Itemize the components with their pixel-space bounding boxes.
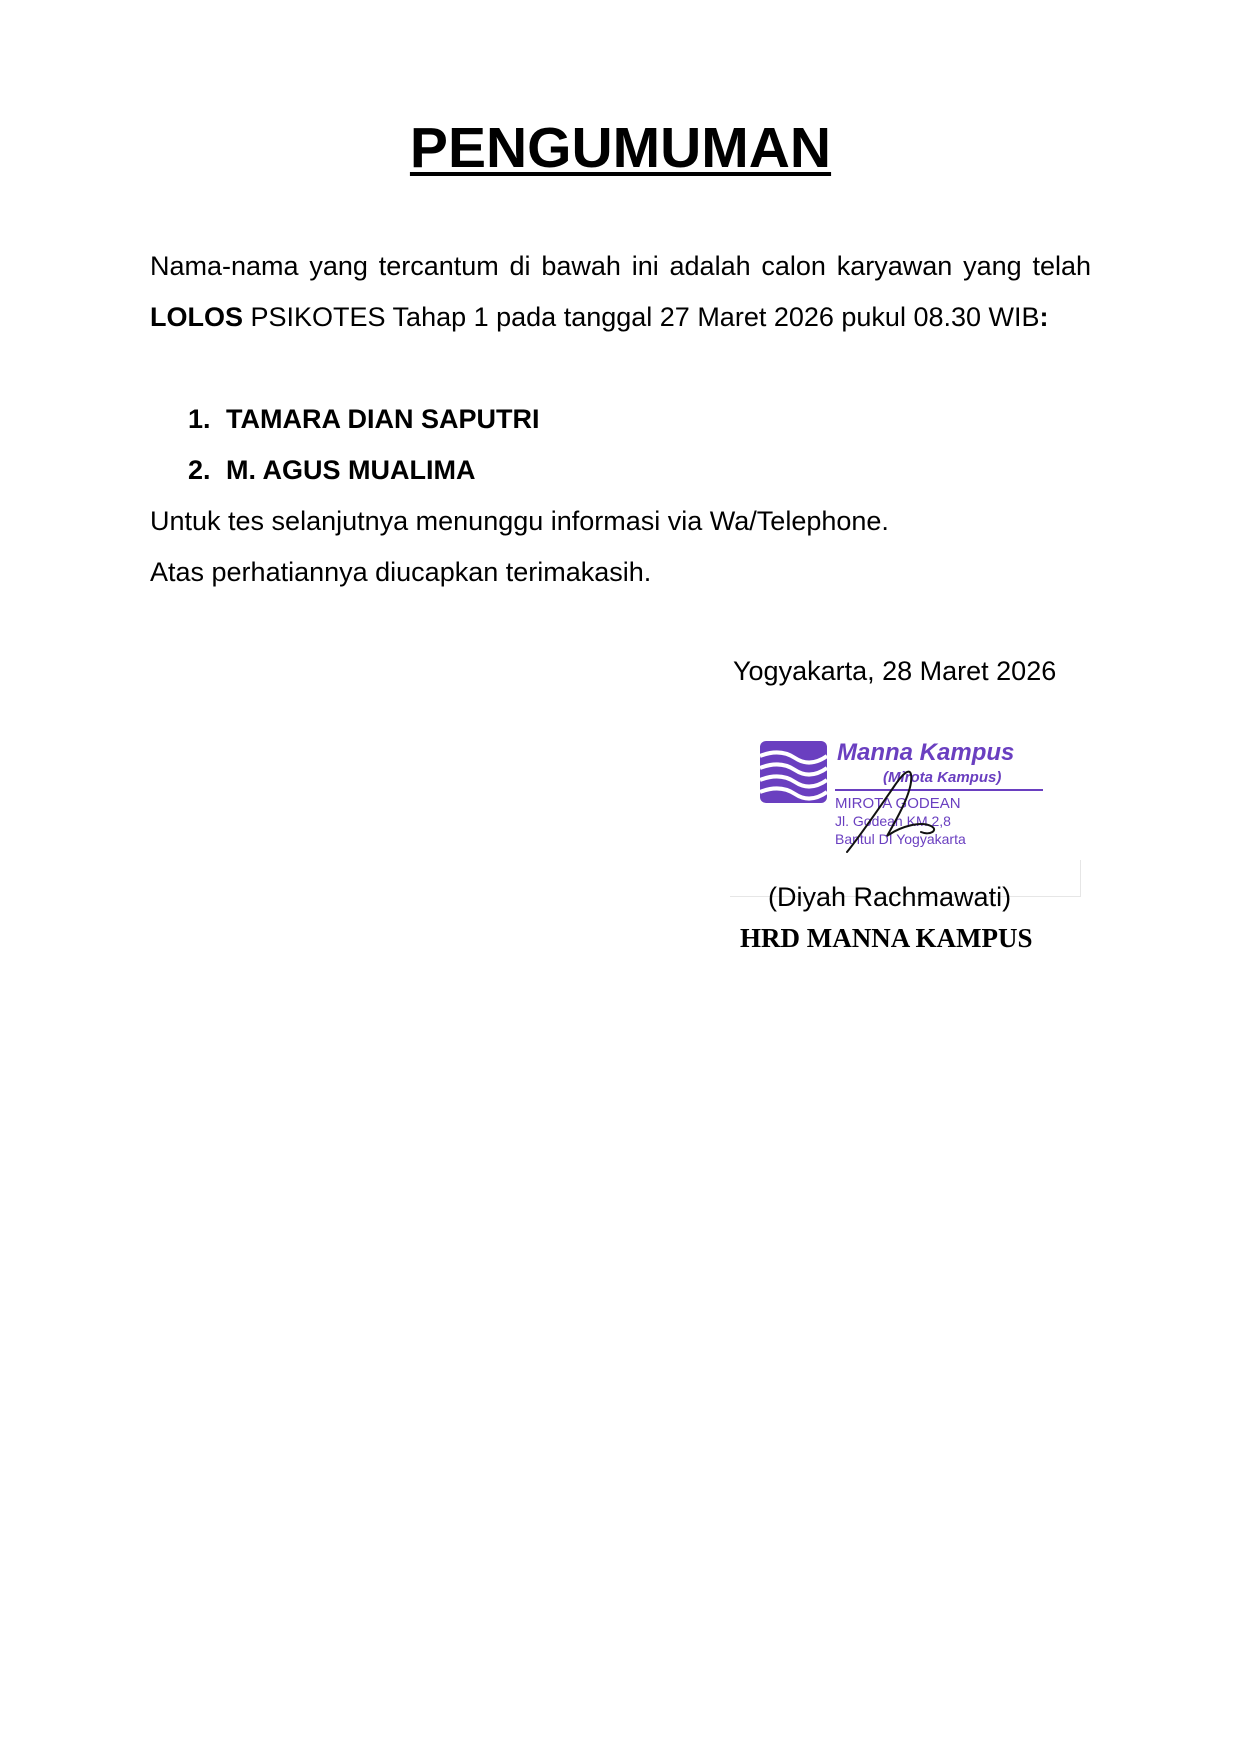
stamp-brand: Manna Kampus [837, 739, 1015, 766]
candidate-list-item-1 [188, 394, 539, 445]
stamp-address-1: Jl. Godean KM 2,8 [835, 813, 951, 829]
intro-paragraph [150, 241, 1091, 343]
stamp-logo-icon [760, 741, 827, 803]
candidate-list-item-2 [188, 445, 475, 496]
intro-text-part2: PSIKOTES Tahap 1 pada tanggal 27 Maret 2026 pukul 08.30 WIB [243, 302, 1040, 332]
intro-colon: : [1039, 302, 1049, 332]
candidate-number: 2. [188, 455, 211, 485]
intro-text-part1: Nama-nama yang tercantum di bawah ini adalah calon karyawan yang telah [150, 251, 1091, 281]
page-title [0, 112, 1241, 184]
title-text: PENGUMUMAN [409, 116, 832, 180]
signer-title: HRD MANNA KAMPUS [740, 923, 1033, 953]
closing-text: Atas perhatiannya diucapkan terimakasih. [150, 557, 652, 587]
candidate-number: 1. [188, 404, 211, 434]
candidate-name: M. AGUS MUALIMA [226, 455, 476, 485]
signer-name: (Diyah Rachmawati) [768, 882, 1012, 912]
place-date: Yogyakarta, 28 Maret 2026 [733, 656, 1057, 686]
candidate-name: TAMARA DIAN SAPUTRI [226, 404, 540, 434]
followup-text: Untuk tes selanjutnya menunggu informasi via Wa/Telephone. [150, 506, 889, 536]
stamp-sub-brand: (Mirota Kampus) [883, 769, 1002, 786]
stamp-address-2: Bantul DI Yogyakarta [835, 831, 966, 847]
intro-bold-word: LOLOS [150, 302, 243, 332]
stamp-branch: MIROTA GODEAN [835, 795, 961, 812]
